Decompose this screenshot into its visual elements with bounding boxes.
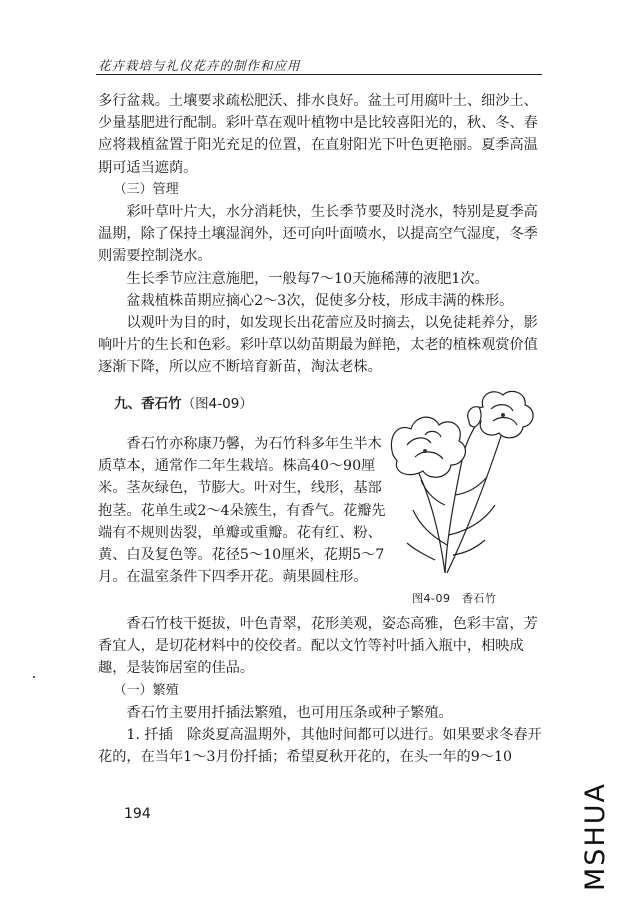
paragraph-carnation-description: 香石竹亦称康乃馨，为石竹科多年生半木质草本，通常作二年生栽培。株高40～90厘米。茎灰绿色，节膨大。叶对生，线形，基部抱茎。花单生或2～4朵簇生，有香气。花瓣先端有不规则齿裂，单瓣或重瓣。花有红、粉、黄、白及复色等。花径5～10厘米，花期5～7月。在温室条件下四季开花。蒴果圆柱形。 bbox=[98, 436, 386, 586]
upper-text-block bbox=[98, 90, 542, 415]
paragraph-pinching: 盆栽植株苗期应摘心2～3次，促使多分枝，形成丰满的株形。 bbox=[126, 292, 514, 309]
paragraph-cut-flower: 香石竹枝干挺拔，叶色青翠，花形美观，姿态高雅，色彩丰富，芳香宜人，是切花材料中的佼佼者。配以文竹等衬叶插入瓶中，相映成趣，是装饰居室的佳品。 bbox=[98, 616, 538, 677]
paragraph-watering: 彩叶草叶片大，水分消耗快，生长季节要及时浇水，特别是夏季高温期，除了保持土壤湿润外，还可向叶面喷水，以提高空气湿度，冬季则需要控制浇水。 bbox=[98, 204, 538, 265]
watermark bbox=[575, 781, 615, 891]
paragraph-soil: 多行盆栽。土壤要求疏松肥沃、排水良好。盆土可用腐叶土、细沙土、少量基肥进行配制。彩叶草在观叶植物中是比较喜阳光的，秋、冬、春应将栽植盆置于阳光充足的位置，在直射阳光下叶色更艳丽。夏季高温期可适当遮荫。 bbox=[98, 93, 538, 176]
header-rule bbox=[96, 74, 542, 75]
subheading-propagation: （一）繁殖 bbox=[113, 682, 179, 698]
paragraph-fertilizing: 生长季节应注意施肥，一般每7～10天施稀薄的液肥1次。 bbox=[126, 270, 489, 287]
subheading-management: （三）管理 bbox=[113, 181, 179, 197]
margin-mark bbox=[33, 676, 35, 678]
lower-text-block bbox=[98, 613, 542, 768]
watermark-text: MSHUA bbox=[579, 781, 611, 891]
carnation-figure bbox=[385, 385, 543, 575]
paragraph-propagation-methods: 香石竹主要用扦插法繁殖，也可用压条或种子繁殖。 bbox=[126, 704, 453, 721]
paragraph-cuttings: 1. 扦插 除炎夏高温期外，其他时间都可以进行。如果要求冬春开花的，在当年1～3月份扦插；希望夏秋开花的，在头一年的9～10 bbox=[98, 727, 542, 766]
carnation-description-block bbox=[98, 433, 394, 588]
figure-caption: 图4-09 香石竹 bbox=[412, 592, 497, 605]
section-figure-ref: （图4-09） bbox=[181, 395, 253, 412]
carnation-illustration-icon bbox=[385, 385, 543, 575]
paragraph-bud-removal: 以观叶为目的时，如发现长出花蕾应及时摘去，以免徒耗养分，影响叶片的生长和色彩。彩叶草以幼苗期最为鲜艳，太老的植株观赏价值逐渐下降，所以应不断培育新苗，淘汰老株。 bbox=[98, 315, 538, 376]
running-head: 花卉栽培与礼仪花卉的制作和应用 bbox=[98, 58, 301, 73]
section-title: 九、香石竹 bbox=[114, 395, 182, 412]
page-number: 194 bbox=[124, 806, 151, 822]
